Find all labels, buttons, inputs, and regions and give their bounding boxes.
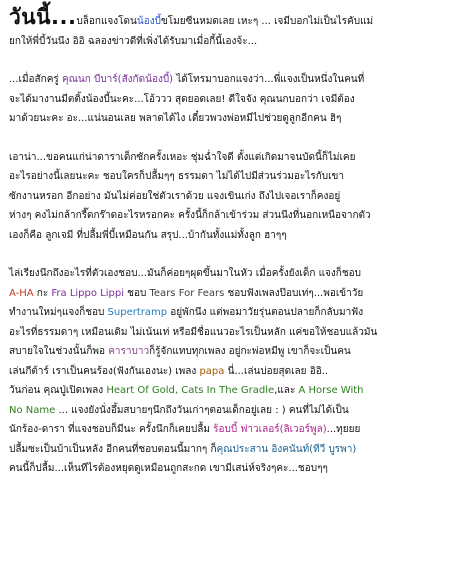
music-line-7: วันก่อน คุณปู่เปิดเพลง Heart Of Gold, Cats In The Gradle,และ A Horse With [9,385,364,396]
band-fra-lippo-lippi: Fra Lippo Lippi [51,287,124,299]
music-line-9: นักร้อง-ดารา ที่แจงชอบก็มีนะ ครั้งนึกก็เคยปลื้ม ร้อบบี้ ฟาวเลอร์(ลิเวอร์พูล)...ทุยยย [9,424,361,435]
fan-paragraph [9,148,441,246]
fan-line-2: อะไรอย่างนี้เลยนะคะ ชอบใครก็ปลื้มๆๆ ธรรมดา ไม่ได้ไปมีส่วนร่วมอะไรกับเขา [9,171,344,182]
song-a-horse-with-no-name: A Horse With [298,385,364,396]
intro-line-1: วันนี้...บล็อกแจงโดนน้องบี้ขโมยซีนหมดเลย เหะๆ ... เจมีบอกไม่เป็นไรคับแม่ [9,5,374,29]
music-paragraph [9,264,441,479]
music-line-5: สบายใจในช่วงนั้นก็พอ คาราบาวก็รู้จักแทบทุกเพลง อยู่กะพ่อหมีพู เขาก็จะเป็นคน [9,346,351,357]
song-papa: papa [199,365,225,377]
music-line-10: ปลื้มซะเป็นบ้าเป็นหลัง อีกคนที่ชอบตอนนี้มากๆ ก็คุณประสาน อิงคนันท์(ทีวี บูรพา) [9,443,357,455]
highlight-nong-bee: น้องบี้ [136,16,161,27]
band-supertramp: Supertramp [107,307,168,318]
highlight-prasan: คุณประสาน อิงคนันท์(ทีวี บูรพา) [216,443,357,455]
song-no-name: No Name [9,404,56,416]
meeting-line-3: มาด้วยนะคะ อะ...แน่นอนเลย พลาดได้ไง เดี๋ยวพวงพ่อหมีไปช่วยดูลูกอีกคน ฮิๆ [9,113,342,124]
fan-line-5: เองก็คือ ลูกเจมี ที่ปลื้มพี่บี้เหมือนกัน สรุป...บ้ากันทั้งแม่ทั้งลูก ฮาๆๆ [9,229,287,241]
meeting-line-2: จะได้มางานมีตติ้งน้องบี้นะคะ...โอ้ววว สุดยอดเลย! ดีใจจัง คุณนกบอกว่า เจมีต้อง [9,93,355,105]
fan-line-1: เอาน่า...ขอคนแก่น่าดาราเด็กซักครั้งเหอะ ชุ่มฉ่ำใจดี ตั้งแต่เกิดมาจนบัดนี้ก็ไม่เคย [9,151,356,163]
highlight-robbie-fowler: ร้อบบี้ ฟาวเลอร์(ลิเวอร์พูล) [213,424,327,435]
music-line-11: คนนี้ก็ปลื้ม...เห็นทีไรต้องหยุดดูเหมือนถูกสะกด เขามีเสน่ห์จริงๆคะ...ชอบๆๆ [9,463,328,474]
meeting-paragraph [9,70,441,129]
highlight-khun-nok: คุณนก บีบาร์(สังกัดน้องบี้) [61,74,174,85]
post-title: วันนี้... [9,5,77,29]
music-line-4: อะไรที่ธรรมดาๆ เหมือนเดิม ไม่เน้นเท่ หรือมีชื่อแนวอะไรเป็นหลัก แค่ขอให้ชอบแล้วมัน [9,326,378,338]
music-line-3: ทำงานใหม่ๆแจงก็ชอบ Supertramp อยู่พักนึง แต่พอมาวัยรุ่นตอนปลายก็กลับมาฟัง [9,307,364,318]
intro-line-2: ยกให้พี่บี้วันนึง อิอิ ฉลองข่าวดีที่เพิ่งได้รับมาเมื่อกี้นี้เองจ้ะ... [9,35,258,47]
music-line-6: เล่นกีต้าร์ เราเป็นคนร้อง(ฟังกันเองนะ) เพลง papa นี่...เล่นบ่อยสุดเลย อิอิ.. [9,365,329,377]
songs-heart-of-gold: Heart Of Gold, Cats In The Gradle [106,385,275,396]
band-carabao: คาราบาว [108,346,150,357]
band-aha: A-HA [9,287,34,299]
fan-line-3: ซักงานหรอก อีกอย่าง มันไม่ค่อยใช่ตัวเราด้วย แจงเขินเก่ง ถึงไปเจอเราก็คงอยู่ [9,190,341,202]
band-tears-for-fears: Tears For Fears [149,287,225,299]
music-line-1: ไล่เรียงนึกถึงอะไรที่ตัวเองชอบ...มันก็ค่อยๆผุดขึ้นมาในหัว เมื่อครั้งยังเด็ก แจงก็ชอบ [9,268,361,279]
fan-line-4: ห่างๆ คงไม่กล้ากรี๊ดกร๊าดอะไรหรอกคะ ครั้งนี้ก็กล้าเข้าร่วม ส่วนนึงที่นอกเหนือจากตัว [9,210,371,221]
music-line-8: No Name ... แจงยังนั่งอึ้มสบายๆนึกถึงวันเก่าๆตอนเด็กอยู่เลย : ) คนที่ไม่ได้เป็น [9,404,349,416]
music-line-2: A-HA กะ Fra Lippo Lippi ชอบ Tears For Fears ชอบฟังเพลงป๊อบเท่ๆ...พอเข้าวัย [9,287,364,299]
meeting-line-1: ...เมื่อสักครู่ คุณนก บีบาร์(สังกัดน้องบี้) ได้โทรมาบอกแจงว่า...พี่แจงเป็นหนึ่งในคนที่ [9,74,365,85]
intro-paragraph [9,5,441,51]
